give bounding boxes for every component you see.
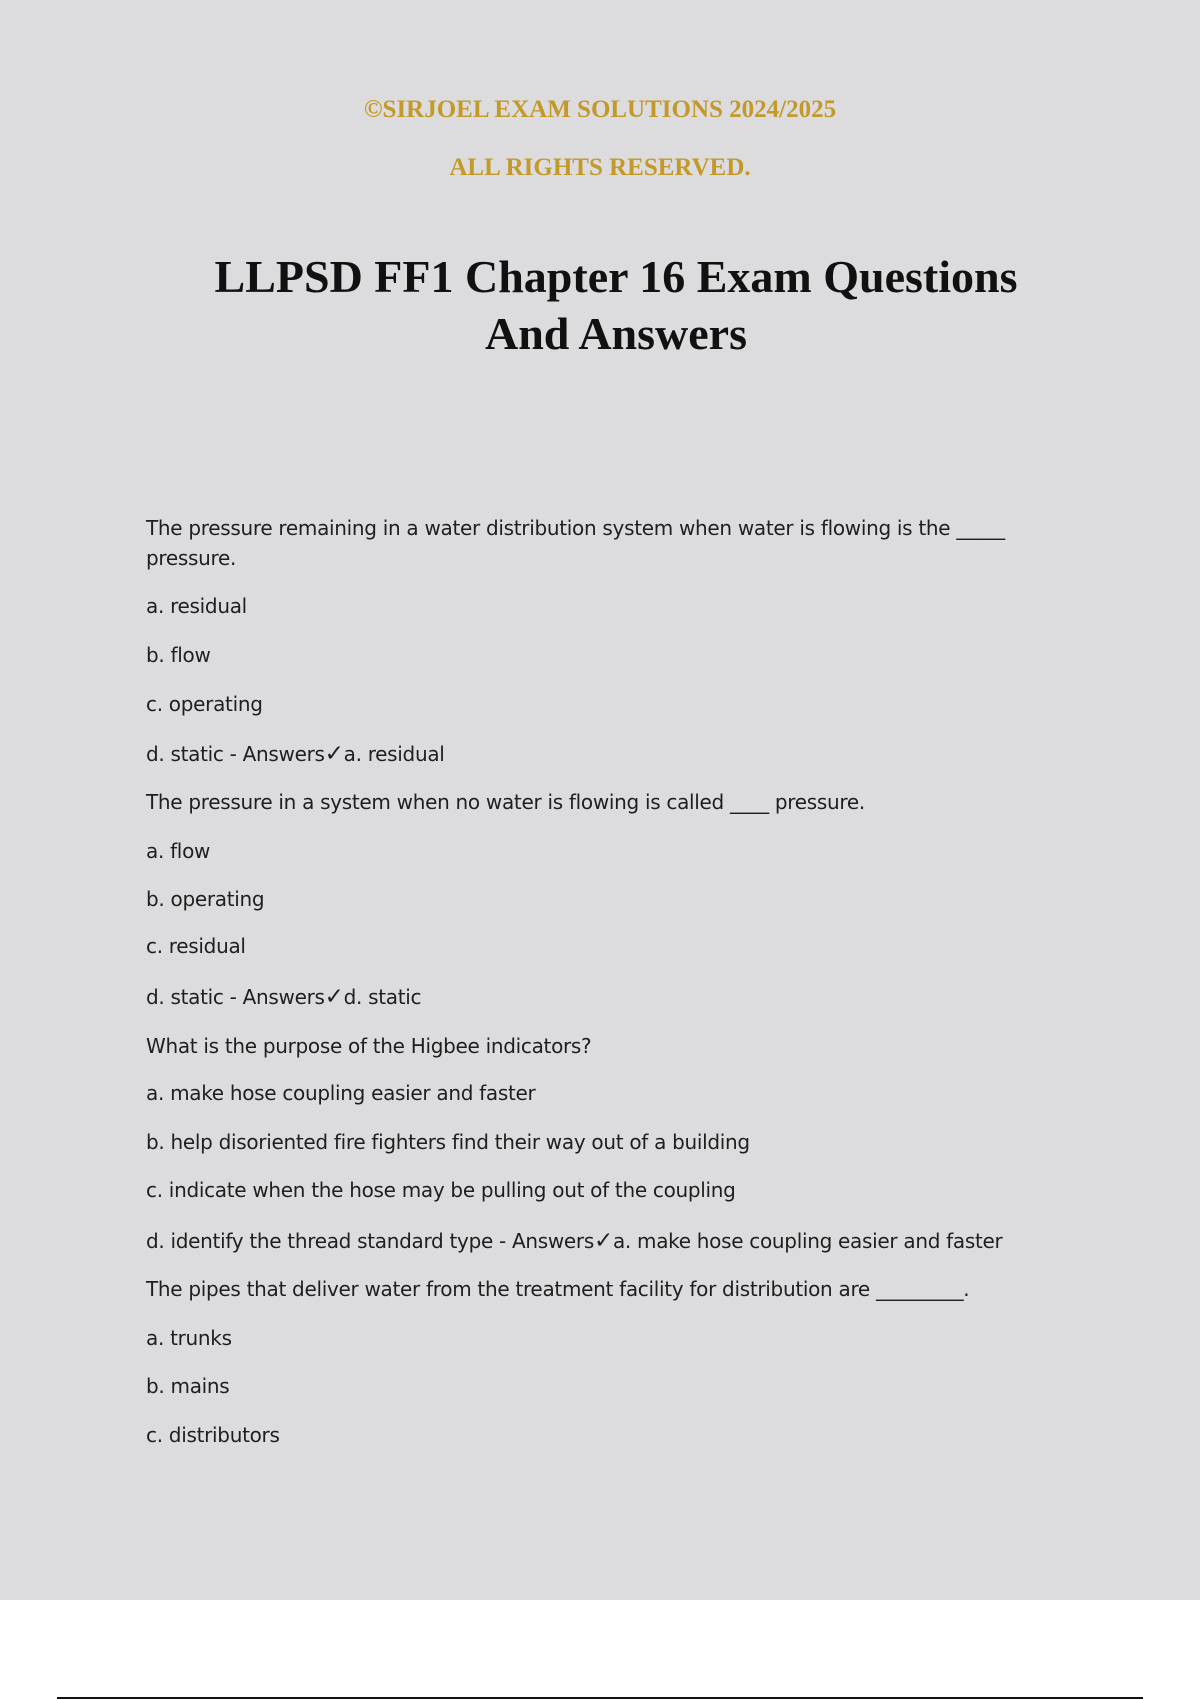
- question-3-option-a: a. make hose coupling easier and faster: [146, 1081, 536, 1105]
- question-1-text-line-2: pressure.: [146, 546, 237, 570]
- question-3-option-c: c. indicate when the hose may be pulling out of the coupling: [146, 1178, 736, 1202]
- title-line-2: And Answers: [484, 308, 747, 359]
- option-d-prefix: d. static - Answers: [146, 985, 325, 1009]
- option-d-prefix: d. static - Answers: [146, 742, 325, 766]
- question-3-text: What is the purpose of the Higbee indicators?: [146, 1034, 592, 1058]
- question-4-option-a: a. trunks: [146, 1326, 232, 1350]
- question-4-option-b: b. mains: [146, 1374, 230, 1398]
- checkmark-icon: ✓: [593, 1228, 613, 1254]
- rights-reserved-header: ALL RIGHTS RESERVED.: [449, 154, 751, 181]
- question-1-option-a: a. residual: [146, 594, 247, 618]
- question-1-option-b: b. flow: [146, 643, 211, 667]
- question-4-text: The pipes that deliver water from the treatment facility for distribution are _________.: [146, 1277, 970, 1301]
- question-2-option-a: a. flow: [146, 839, 211, 863]
- question-3-option-d-with-answer: [146, 1228, 1002, 1254]
- question-2-text: The pressure in a system when no water is flowing is called ____ pressure.: [146, 790, 865, 814]
- next-page-top-rule: [57, 1697, 1143, 1699]
- question-3-option-b: b. help disoriented fire fighters find their way out of a building: [146, 1130, 750, 1154]
- correct-answer: a. residual: [343, 742, 445, 766]
- checkmark-icon: ✓: [324, 984, 344, 1010]
- checkmark-icon: ✓: [324, 741, 344, 767]
- question-1-option-d-with-answer: [146, 741, 445, 767]
- correct-answer: a. make hose coupling easier and faster: [612, 1229, 1003, 1253]
- document-title: [100, 248, 1132, 362]
- title-line-1: LLPSD FF1 Chapter 16 Exam Questions: [214, 251, 1018, 302]
- question-4-option-c: c. distributors: [146, 1423, 280, 1447]
- question-2-option-c: c. residual: [146, 934, 246, 958]
- copyright-header: ©SIRJOEL EXAM SOLUTIONS 2024/2025: [363, 96, 837, 123]
- correct-answer: d. static: [343, 985, 422, 1009]
- question-1-option-c: c. operating: [146, 692, 263, 716]
- question-1-text-line-1: The pressure remaining in a water distribution system when water is flowing is the _____: [146, 516, 1005, 540]
- option-d-prefix: d. identify the thread standard type - Answers: [146, 1229, 594, 1253]
- question-2-option-b: b. operating: [146, 887, 265, 911]
- question-2-option-d-with-answer: [146, 984, 421, 1010]
